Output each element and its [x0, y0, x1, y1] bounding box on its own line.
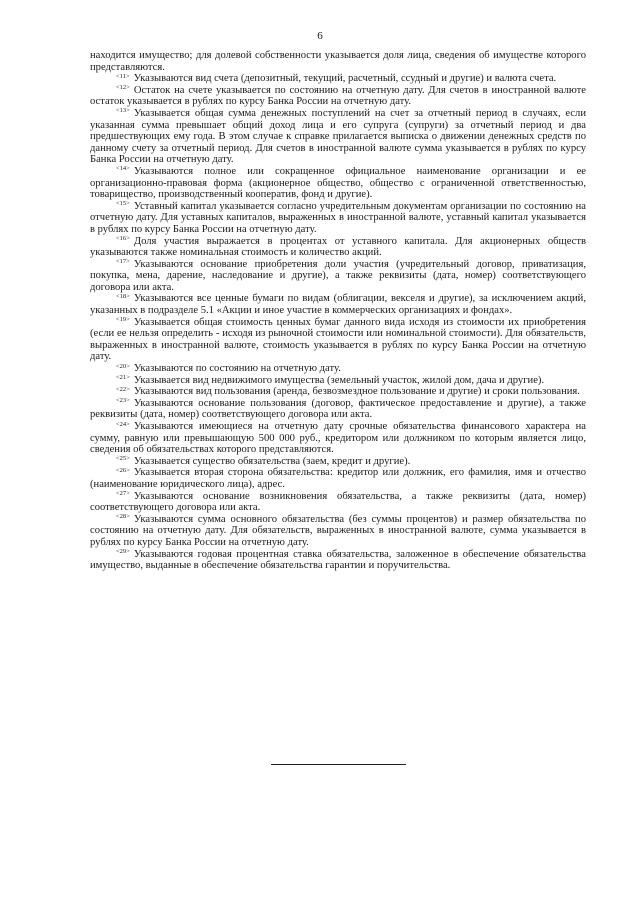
footnote-marker: <23> [116, 397, 130, 405]
footnote-text: Указывается вид недвижимого имущества (земельный участок, жилой дом, дача и другие). [133, 374, 545, 386]
footnote-text: Указываются сумма основного обязательства (без суммы процентов) и размер обязательства по состоянию на отчетную дату. Для обязательств, выраженных в иностранной валюте, сумма указывается в рублях по курсу Банка России на отчетную дату. [90, 513, 586, 548]
footnote-marker: <12> [116, 84, 130, 92]
end-separator-line [271, 764, 406, 765]
footnote-marker: <25> [116, 455, 130, 463]
footnote-text: Указываются все ценные бумаги по видам (облигации, векселя и другие), за исключением акций, указанных в подразделе 5.1 «Акции и иное участие в коммерческих организациях и фондах». [90, 293, 586, 317]
footnote [90, 236, 586, 259]
footnote-text: Указываются вид счета (депозитный, текущий, расчетный, ссудный и другие) и валюта счета. [133, 73, 557, 85]
footnote [90, 259, 586, 294]
footnote-text: Указывается вторая сторона обязательства: кредитор или должник, его фамилия, имя и отчество (наименование юридического лица), адрес. [90, 467, 586, 490]
footnote [90, 491, 586, 514]
footnote [90, 201, 586, 236]
footnote-marker: <19> [116, 316, 130, 324]
footnote-text: Остаток на счете указывается по состоянию на отчетную дату. Для счетов в иностранной валюте остаток указывается в рублях по курсу Банка России на отчетную дату. [90, 84, 586, 108]
footnote-text: Указываются основание возникновения обязательства, а также реквизиты (дата, номер) соответствующего договора или акта. [90, 490, 586, 514]
footnote-text: Уставный капитал указывается согласно учредительным документам организации по состоянию на отчетную дату. Для уставных капиталов, выраженных в иностранной валюте, уставный капитал указывается в рублях по курсу Банка России на отчетную дату. [90, 200, 586, 235]
footnote-marker: <20> [116, 362, 130, 370]
footnote-text: Указываются годовая процентная ставка обязательства, заложенное в обеспечение обязательства имущество, выданные в обеспечение обязательства гарантии и поручительства. [90, 548, 586, 572]
footnote [90, 421, 586, 456]
footnote-marker: <15> [116, 200, 130, 208]
footnote-marker: <21> [116, 374, 130, 382]
footnote [90, 375, 586, 387]
footnotes-body [90, 50, 586, 572]
footnote [90, 467, 586, 490]
footnote-marker: <27> [116, 490, 130, 498]
continued-footnote-text: находится имущество; для долевой собственности указывается доля лица, сведения об имуществе которого представляются. [90, 50, 586, 73]
footnote-text: Указываются по состоянию на отчетную дату. [133, 363, 341, 375]
footnote-marker: <28> [116, 513, 130, 521]
footnote [90, 108, 586, 166]
footnote-text: Указываются вид пользования (аренда, безвозмездное пользование и другие) и сроки пользования. [133, 386, 580, 398]
footnote-text: Указываются основание приобретения доли участия (учредительный договор, приватизация, покупка, мена, дарение, наследование и другие), а также реквизиты (дата, номер) соответствующего договора или акта. [90, 258, 586, 293]
footnote [90, 363, 586, 375]
footnote-marker: <14> [116, 165, 130, 173]
footnote-marker: <26> [116, 466, 130, 474]
footnote-marker: <24> [116, 420, 130, 428]
footnote-text: Указываются основание пользования (договор, фактическое предоставление и другие), а также реквизиты (дата, номер) соответствующего договора или акта. [90, 397, 586, 421]
footnote [90, 456, 586, 468]
footnote [90, 398, 586, 421]
footnote-marker: <29> [116, 548, 130, 556]
footnote [90, 317, 586, 363]
footnote-marker: <18> [116, 292, 130, 300]
footnote-text: Доля участия выражается в процентах от уставного капитала. Для акционерных обществ указываются также номинальная стоимость и количество акций. [90, 235, 586, 259]
footnote-marker: <22> [116, 385, 130, 393]
footnotes-list [90, 73, 586, 572]
footnote-text: Указываются имеющиеся на отчетную дату срочные обязательства финансового характера на сумму, равную или превышающую 500 000 руб., кредитором или должником по которым является лицо, сведения об обязательствах которого представляются. [90, 421, 586, 456]
footnote-text: Указывается общая сумма денежных поступлений на счет за отчетный период в случаях, если указанная сумма превышает общий доход лица и его супруга (супруги) за отчетный период и два предшествующих ему года. В этом случае к справке прилагается выписка о движении денежных средств по данному счету за отчетный период. Для счетов в иностранной валюте сумма указывается в рублях по курсу Банка России на отчетную дату. [90, 107, 586, 166]
footnote-marker: <13> [116, 107, 130, 115]
footnote-text: Указывается существо обязательства (заем, кредит и другие). [133, 455, 411, 467]
footnote-marker: <17> [116, 258, 130, 266]
footnote [90, 514, 586, 549]
footnote [90, 166, 586, 201]
footnote [90, 73, 586, 85]
footnote-marker: <16> [116, 235, 130, 242]
footnote-text: Указываются полное или сокращенное официальное наименование организации и ее организационно-правовая форма (акционерное общество, общество с ограниченной ответственностью, товарищество, производственный кооператив, фонд и другие). [90, 165, 586, 201]
footnote-text: Указывается общая стоимость ценных бумаг данного вида исходя из стоимости их приобретения (если ее нельзя определить - исходя из рыночной стоимости или номинальной стоимости). Для обязательств, выраженных в иностранной валюте, стоимость указывается в рублях по курсу Банка России на отчетную дату. [90, 316, 586, 363]
footnote [90, 386, 586, 398]
footnote [90, 293, 586, 316]
footnote [90, 85, 586, 108]
page-number: 6 [317, 30, 323, 42]
footnote-marker: <11> [116, 72, 130, 80]
footnote [90, 549, 586, 572]
